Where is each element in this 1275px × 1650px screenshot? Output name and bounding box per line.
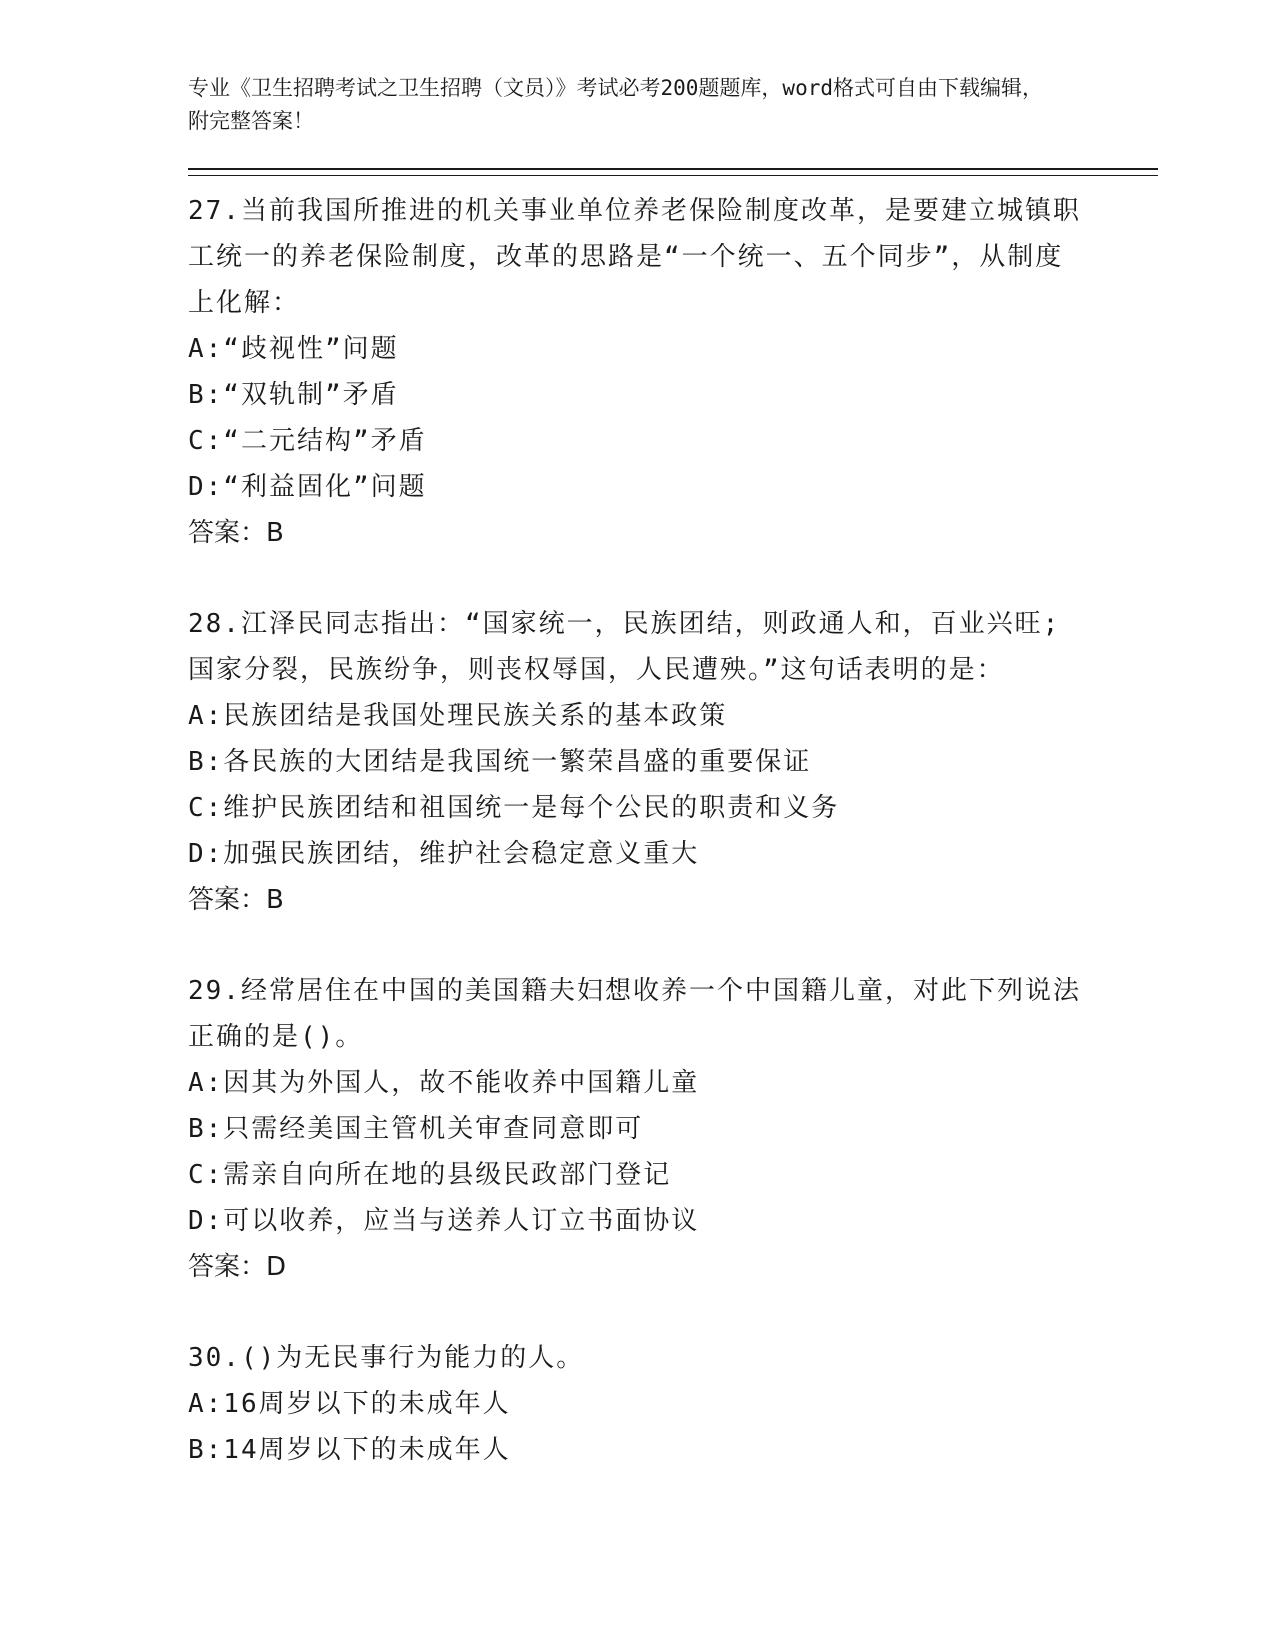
- answer-text: 答案：B: [188, 885, 284, 915]
- answer-text: 答案：D: [188, 1252, 287, 1282]
- question-stem: 28.江泽民同志指出：“国家统一，民族团结，则政通人和，百业兴旺;国家分裂，民族纷争，则丧权辱国，人民遭殃。”这句话表明的是：: [188, 609, 1061, 685]
- option-d: D:可以收养，应当与送养人订立书面协议: [188, 1206, 700, 1236]
- question-stem: 29.经常居住在中国的美国籍夫妇想收养一个中国籍儿童，对此下列说法正确的是()。: [188, 976, 1081, 1052]
- header-divider: [188, 168, 1158, 176]
- question-27: [188, 188, 1158, 556]
- question-29: [188, 968, 1158, 1290]
- option-a: A:因其为外国人，故不能收养中国籍儿童: [188, 1068, 700, 1098]
- answer-text: 答案：B: [188, 518, 284, 548]
- document-page: [188, 72, 1158, 1518]
- question-30: [188, 1335, 1158, 1473]
- question-28: [188, 601, 1158, 923]
- option-c: C:需亲自向所在地的县级民政部门登记: [188, 1160, 672, 1190]
- option-d: D:“利益固化”问题: [188, 472, 427, 502]
- question-stem: 27.当前我国所推进的机关事业单位养老保险制度改革，是要建立城镇职工统一的养老保险制度，改革的思路是“一个统一、五个同步”，从制度上化解：: [188, 196, 1081, 318]
- question-stem: 30.()为无民事行为能力的人。: [188, 1343, 585, 1373]
- option-d: D:加强民族团结，维护社会稳定意义重大: [188, 839, 700, 869]
- option-b: B:“双轨制”矛盾: [188, 380, 399, 410]
- question-list: [188, 188, 1158, 1473]
- option-a: A:“歧视性”问题: [188, 334, 399, 364]
- option-a: A:民族团结是我国处理民族关系的基本政策: [188, 701, 728, 731]
- option-c: C:维护民族团结和祖国统一是每个公民的职责和义务: [188, 793, 840, 823]
- option-b: B:只需经美国主管机关审查同意即可: [188, 1114, 644, 1144]
- option-a: A:16周岁以下的未成年人: [188, 1389, 511, 1419]
- option-c: C:“二元结构”矛盾: [188, 426, 427, 456]
- document-intro: 专业《卫生招聘考试之卫生招聘（文员）》考试必考200题题库，word格式可自由下载编辑，附完整答案！: [188, 76, 1043, 133]
- option-b: B:14周岁以下的未成年人: [188, 1435, 511, 1465]
- option-b: B:各民族的大团结是我国统一繁荣昌盛的重要保证: [188, 747, 812, 777]
